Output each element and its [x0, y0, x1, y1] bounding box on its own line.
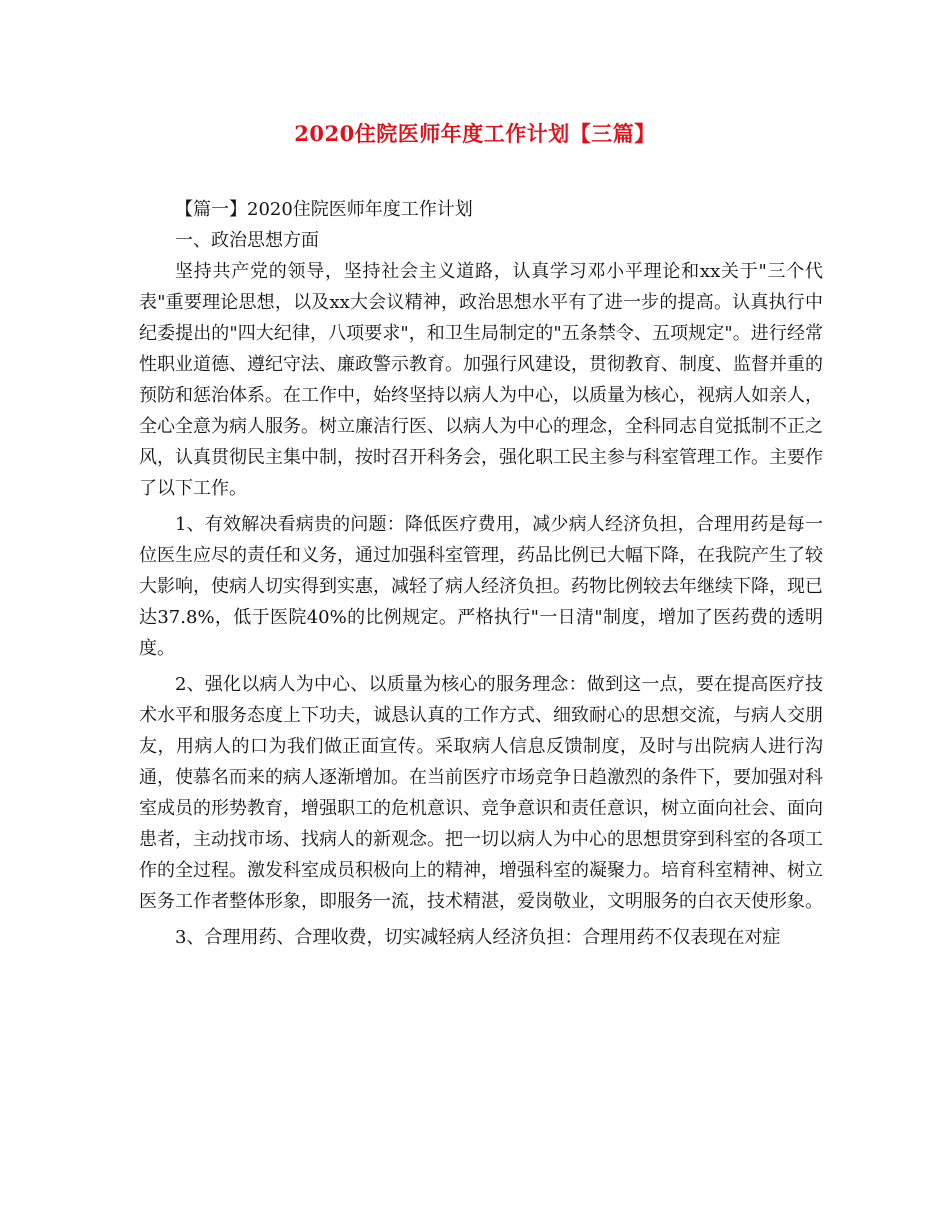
- paragraph-3: 2、强化以病人为中心、以质量为核心的服务理念：做到这一点，要在提高医疗技术水平和服务态度上下功夫，诚恳认真的工作方式、细致耐心的思想交流，与病人交朋友，用病人的口为我们做正面宣传。采取病人信息反馈制度，及时与出院病人进行沟通，使慕名而来的病人逐渐增加。在当前医疗市场竞争日趋激烈的条件下，要加强对科室成员的形势教育，增强职工的危机意识、竞争意识和责任意识，树立面向社会、面向患者，主动找市场、找病人的新观念。把一切以病人为中心的思想贯穿到科室的各项工作的全过程。激发科室成员积极向上的精神，增强科室的凝聚力。培育科室精神、树立医务工作者整体形象，即服务一流，技术精湛，爱岗敬业，文明服务的白衣天使形象。: [139, 674, 823, 912]
- section-heading: 【篇一】2020住院医师年度工作计划: [175, 199, 473, 220]
- subsection-heading: 一、政治思想方面: [175, 230, 319, 251]
- paragraph-4: 3、合理用药、合理收费，切实减轻病人经济负担：合理用药不仅表现在对症: [175, 927, 781, 948]
- document-body: [139, 194, 823, 958]
- paragraph-1: 坚持共产党的领导，坚持社会主义道路，认真学习邓小平理论和xx关于"三个代表"重要理论思想，以及xx大会议精神，政治思想水平有了进一步的提高。认真执行中纪委提出的"四大纪律，八项要求"，和卫生局制定的"五条禁令、五项规定"。进行经常性职业道德、遵纪守法、廉政警示教育。加强行风建设，贯彻教育、制度、监督并重的预防和惩治体系。在工作中，始终坚持以病人为中心，以质量为核心，视病人如亲人，全心全意为病人服务。树立廉洁行医、以病人为中心的理念，全科同志自觉抵制不正之风，认真贯彻民主集中制，按时召开科务会，强化职工民主参与科室管理工作。主要作了以下工作。: [139, 261, 823, 499]
- document-title: 2020住院医师年度工作计划【三篇】: [294, 121, 656, 146]
- paragraph-2: 1、有效解决看病贵的问题：降低医疗费用，减少病人经济负担，合理用药是每一位医生应尽的责任和义务，通过加强科室管理，药品比例已大幅下降，在我院产生了较大影响，使病人切实得到实惠，减轻了病人经济负担。药物比例较去年继续下降，现已达37.8%，低于医院40%的比例规定。严格执行"一日清"制度，增加了医药费的透明度。: [139, 514, 823, 659]
